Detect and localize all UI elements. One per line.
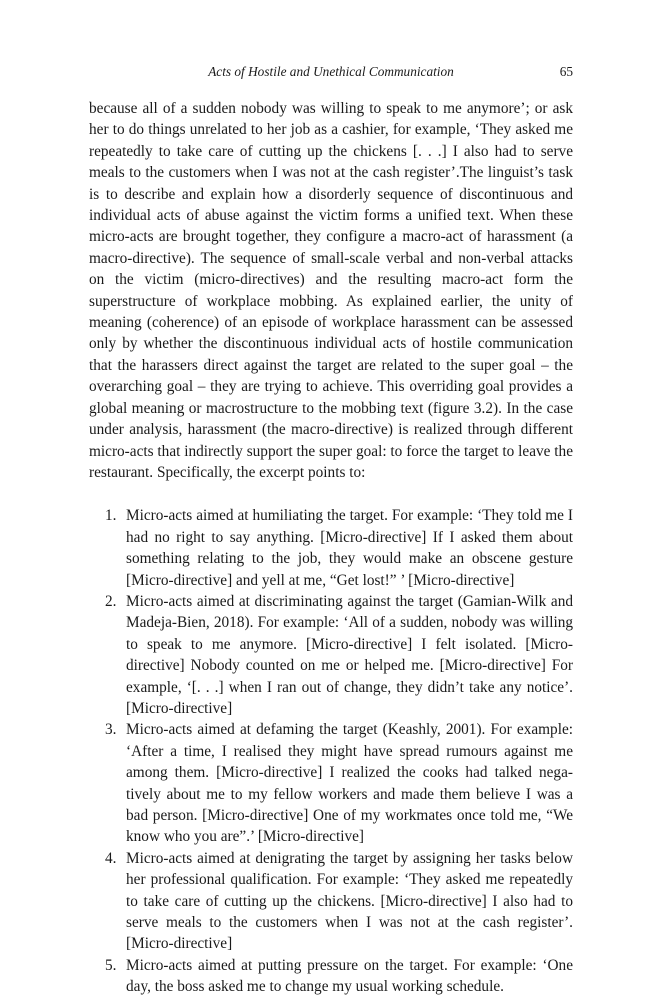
running-head: [89, 64, 573, 86]
list-item-text: Micro-acts aimed at discriminating against the target (Gamian-Wilk and Madeja-Bien, 2018). For example: ‘All of a sudden, nobody was willing to speak to me anymore. [Micro-directive] I felt isolated. [Micro-directive] Nobody counted on me or helped me. [Micro-directive] For example, ‘[. . .] when I ran out of change, they didn’t take any notice’. [Micro-directive]: [126, 592, 573, 717]
list-item: [89, 955, 573, 998]
list-item: [89, 505, 573, 591]
list-item: [89, 591, 573, 719]
list-item-text: Micro-acts aimed at denigrating the target by assigning her tasks below her professional qualification. For example: ‘They asked me repeatedly to take care of cutting up the chickens. [Micro-directive] I also had to serve meals to the customers when I was not at the cash register’. [Micro-directive]: [126, 849, 573, 953]
micro-acts-list: [89, 505, 573, 997]
book-page: [89, 64, 573, 998]
list-item-text: Micro-acts aimed at humiliating the target. For example: ‘They told me I had no right to say anything. [Micro-directive] If I asked them about something relating to the job, they would make an obscene gesture [Micro-directive] and yell at me, “Get lost!” ’ [Micro-directive]: [126, 507, 573, 589]
list-item-text: Micro-acts aimed at defaming the target (Keashly, 2001). For example: ‘After a time, I realised they might have spread rumours against me among them. [Micro-directive] I realized the cooks had talked negatively about me to my fellow workers and made them believe I was a bad person. [Micro-directive] One of my workmates once told me, “We know who you are”.’ [Micro-directive]: [126, 721, 573, 846]
body-paragraph: because all of a sudden nobody was willing to speak to me anymore’; or ask her to do things unrelated to her job as a cashier, for example, ‘They asked me repeatedly to take care of cutting up the chickens [. . .] I also had to serve meals to the customers when I was not at the cash register’.The linguist’s task is to describe and explain how a disorderly sequence of discontinuous and individual acts of abuse against the victim forms a unified text. When these micro-acts are brought together, they configure a macro-act of harassment (a macro-directive). The sequence of small-scale verbal and non-verbal attacks on the victim (micro-directives) and the resulting macro-act form the superstructure of workplace mobbing. As explained earlier, the unity of meaning (coherence) of an episode of workplace harassment can be assessed only by whether the discontinuous individual acts of hostile communication that the harassers direct against the target are related to the super goal – the overarching goal – they are trying to achieve. This overriding goal provides a global meaning or macrostructure to the mobbing text (figure 3.2). In the case under analysis, harassment (the macro-directive) is realized through different micro-acts that indirectly support the super goal: to force the target to leave the restaurant. Specifically, the excerpt points to:: [89, 100, 573, 481]
body-text: [89, 98, 573, 483]
list-item-text: Micro-acts aimed at putting pressure on the target. For example: ‘One day, the boss asked me to change my usual working schedule.: [126, 956, 573, 996]
list-item-number: 4.: [105, 849, 117, 867]
list-item: [89, 848, 573, 955]
list-item-number: 5.: [105, 956, 117, 974]
list-item-number: 1.: [105, 507, 117, 525]
running-title: Acts of Hostile and Unethical Communication: [208, 64, 454, 79]
list-item-number: 2.: [105, 592, 117, 610]
page-number: 65: [559, 64, 573, 79]
list-item: [89, 719, 573, 847]
list-item-number: 3.: [105, 721, 117, 739]
